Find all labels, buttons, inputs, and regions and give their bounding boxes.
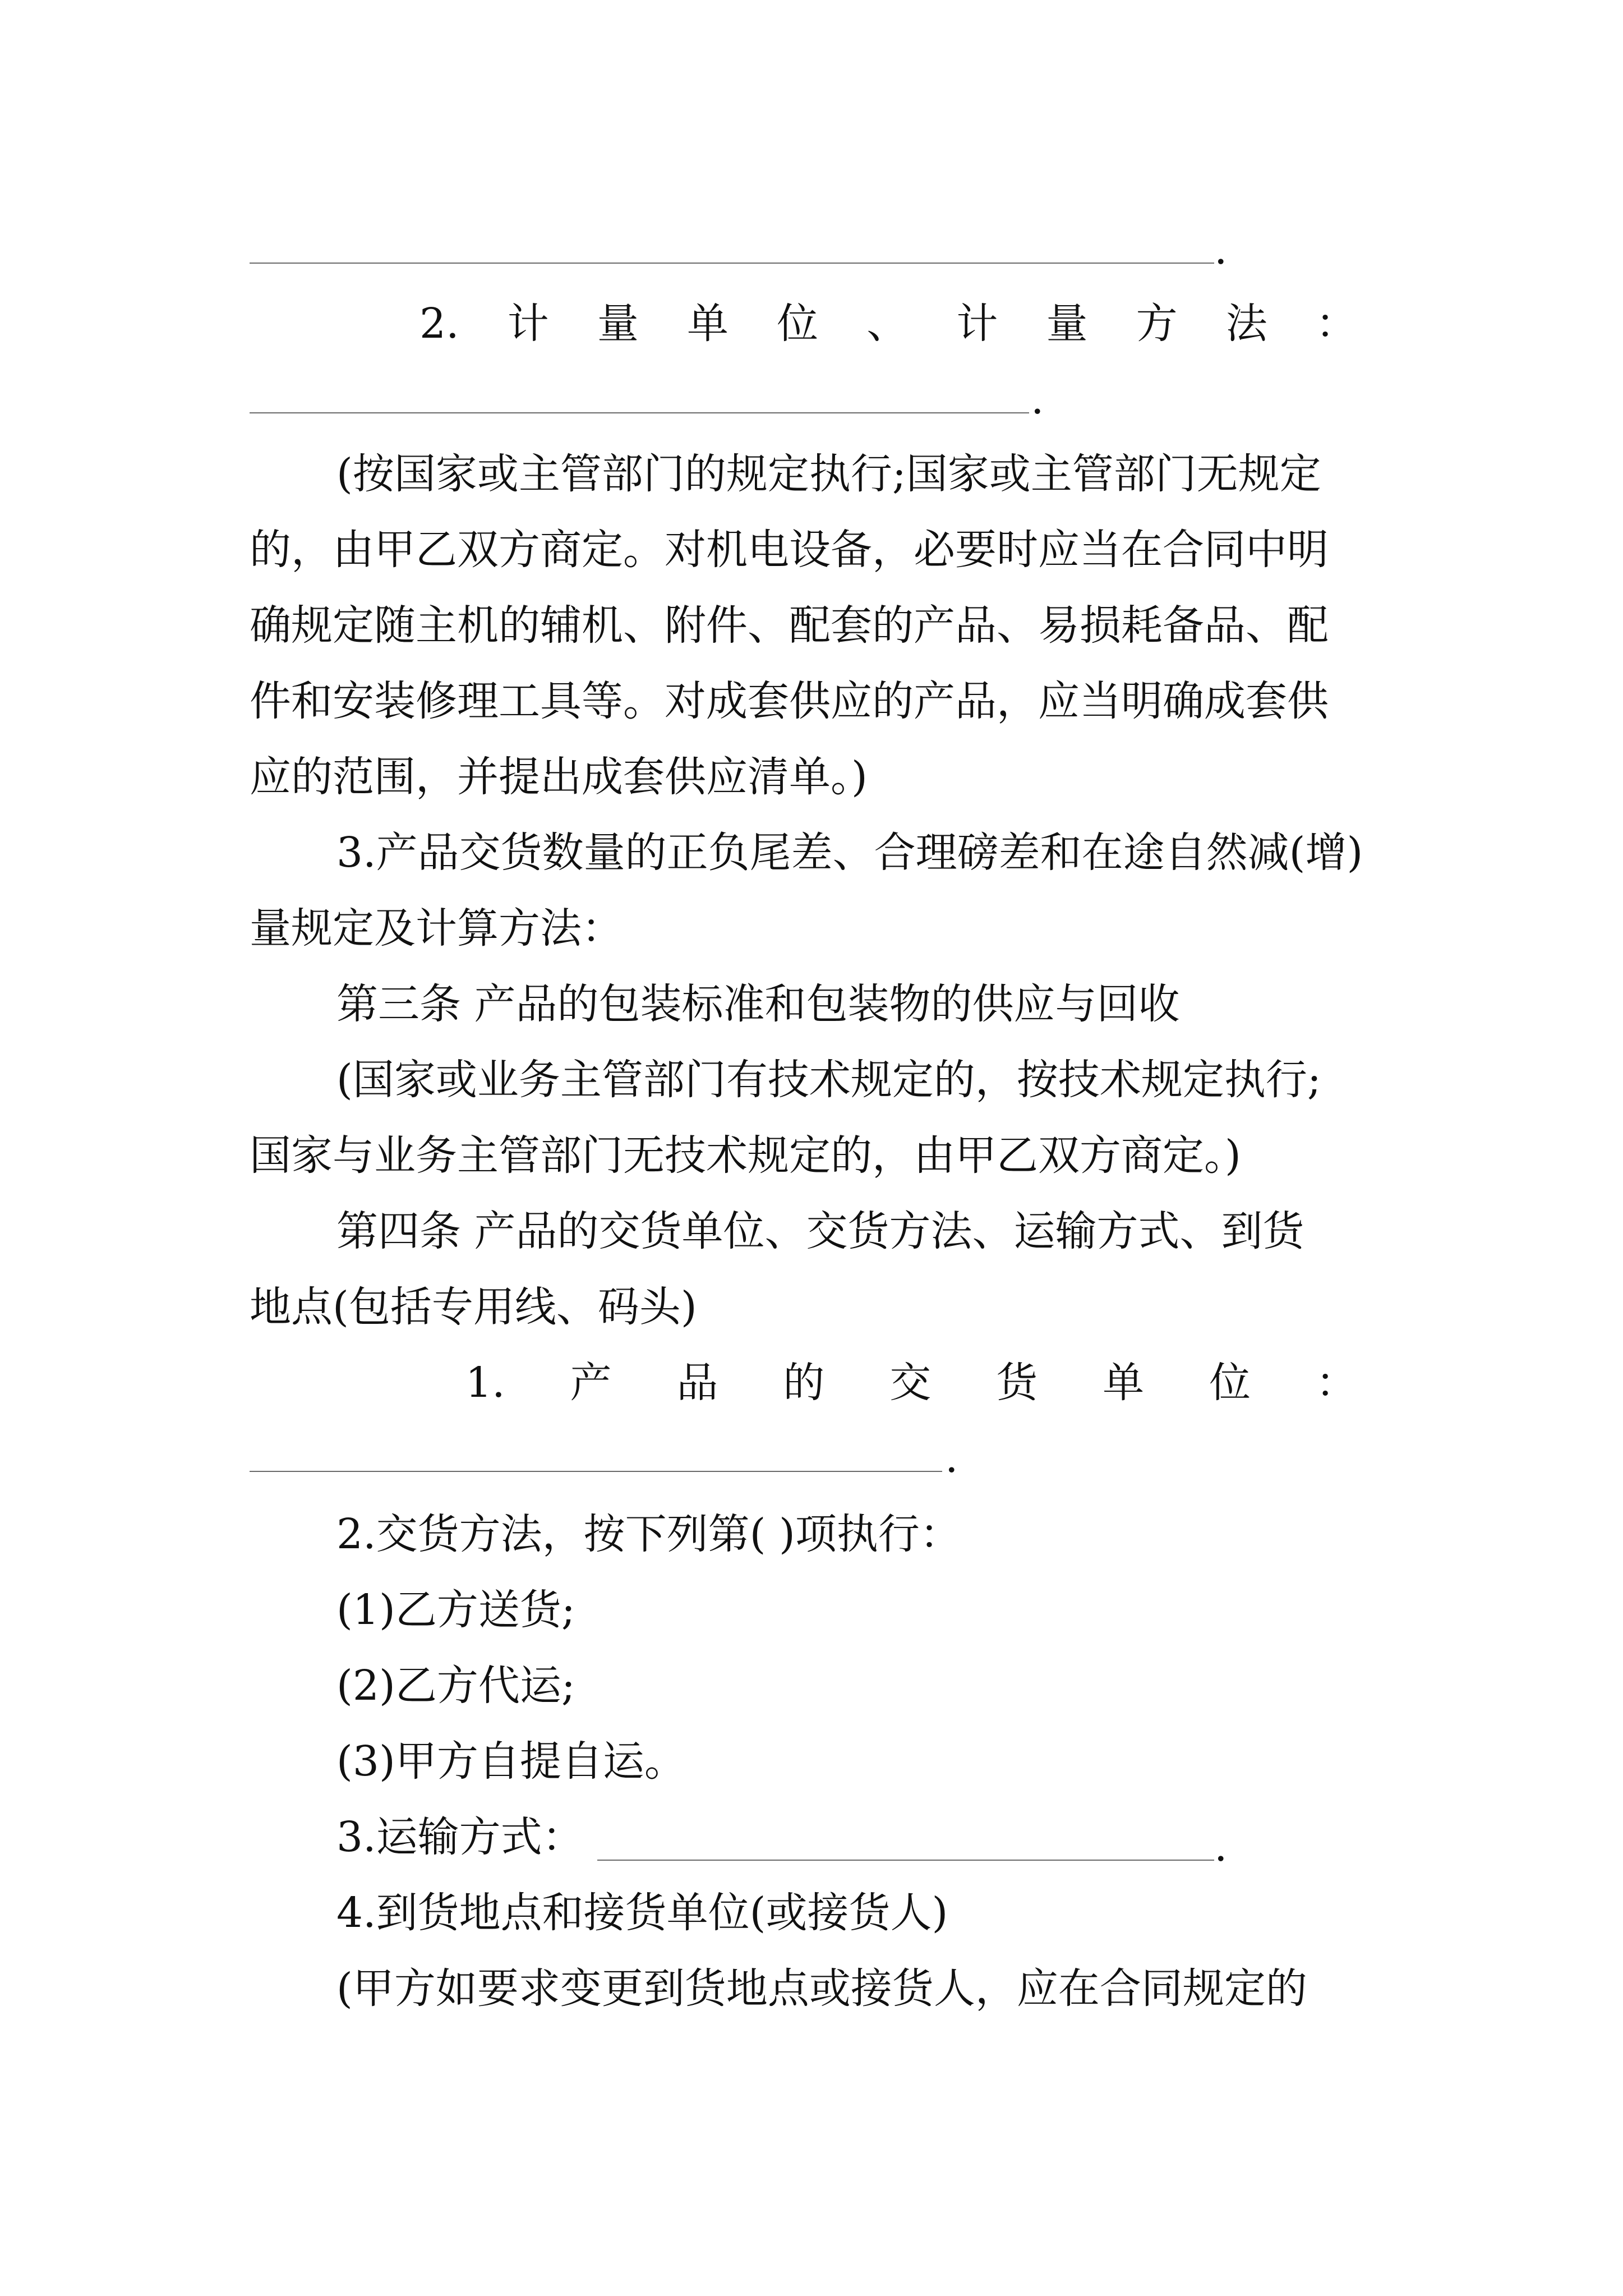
blank-underline	[597, 1860, 1214, 1861]
char: 单	[686, 300, 728, 348]
article-heading: 第三条 产品的包装标准和包装物的供应与回收	[336, 980, 1180, 1028]
char: 方	[1136, 300, 1178, 348]
char: 货	[996, 1359, 1038, 1407]
char: 交	[889, 1359, 932, 1407]
paragraph-line: (国家或业务主管部门有技术规定的，按技术规定执行;	[336, 1056, 1321, 1104]
paragraph-line: 的，由甲乙双方商定。对机电设备，必要时应当在合同中明	[250, 526, 1329, 574]
blank-period: .	[1031, 375, 1044, 424]
option-item: (3)甲方自提自运。	[336, 1737, 686, 1786]
char: ：	[1315, 300, 1357, 348]
paragraph-line: 应的范围，并提出成套供应清单。)	[250, 753, 868, 801]
char: 的	[783, 1359, 825, 1407]
paragraph-line: 确规定随主机的辅机、附件、配套的产品、易损耗备品、配	[250, 601, 1329, 650]
item-line: 量规定及计算方法：	[250, 904, 623, 953]
char: 1.	[465, 1359, 505, 1407]
char: 单	[1103, 1359, 1145, 1407]
char: 产	[570, 1359, 612, 1407]
delivery-unit-label	[465, 1358, 1357, 1408]
char: 品	[676, 1359, 718, 1407]
arrival-item: 4.到货地点和接货单位(或接货人)	[336, 1889, 948, 1937]
blank-underline	[250, 263, 1214, 264]
option-item: (1)乙方送货;	[336, 1586, 575, 1634]
char: 、	[866, 300, 909, 348]
item-line: 3.产品交货数量的正负尾差、合理磅差和在途自然减(增)	[336, 829, 1363, 877]
char: 法	[1225, 300, 1267, 348]
option-item: (2)乙方代运;	[336, 1662, 575, 1710]
transport-label: 3.运输方式：	[336, 1813, 584, 1861]
char: 计	[956, 300, 998, 348]
paragraph-line: 国家与业务主管部门无技术规定的，由甲乙双方商定。)	[250, 1131, 1241, 1180]
blank-period: .	[1214, 1823, 1228, 1871]
char: 2.	[419, 300, 459, 348]
char: 量	[1046, 300, 1088, 348]
char: 计	[507, 300, 549, 348]
paragraph-line: (甲方如要求变更到货地点或接货人，应在合同规定的	[336, 1964, 1307, 2013]
article-heading-cont: 地点(包括专用线、码头)	[250, 1283, 697, 1331]
char: 位	[1209, 1359, 1251, 1407]
blank-period: .	[1214, 226, 1228, 274]
blank-underline	[250, 412, 1029, 413]
paragraph-line: (按国家或主管部门的规定执行;国家或主管部门无规定	[336, 450, 1321, 498]
blank-period: .	[945, 1434, 958, 1482]
blank-underline	[250, 1471, 942, 1472]
char: 位	[777, 300, 819, 348]
char: ：	[1315, 1359, 1357, 1407]
paragraph-line: 件和安装修理工具等。对成套供应的产品，应当明确成套供	[250, 677, 1329, 725]
delivery-method: 2.交货方法，按下列第( )项执行：	[336, 1510, 961, 1558]
article-heading: 第四条 产品的交货单位、交货方法、运输方式、到货	[336, 1207, 1304, 1255]
char: 量	[597, 300, 639, 348]
unit-method-label	[419, 298, 1357, 349]
